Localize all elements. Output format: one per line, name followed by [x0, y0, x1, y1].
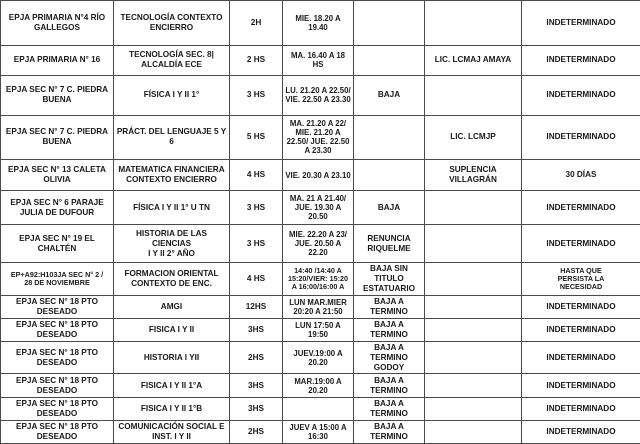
- duration-cell: INDETERMINADO: [522, 46, 640, 75]
- table-row: [1, 115, 640, 159]
- table-row: [1, 374, 640, 397]
- status-cell: [354, 159, 425, 191]
- schedule-cell: [283, 397, 354, 420]
- holder-cell: [425, 191, 522, 225]
- subject-cell: TECNOLOGÍA CONTEXTO ENCIERRO: [114, 1, 230, 46]
- subject-cell: PRÁCT. DEL LENGUAJE 5 Y 6: [114, 115, 230, 159]
- school-cell: EPJA SEC N° 18 PTO DESEADO: [1, 341, 114, 374]
- hours-cell: 5 HS: [230, 115, 283, 159]
- hours-cell: 2HS: [230, 420, 283, 443]
- school-cell: EPJA SEC N° 18 PTO DESEADO: [1, 295, 114, 318]
- hours-cell: 3 HS: [230, 75, 283, 115]
- school-cell: EPJA SEC N° 13 CALETA OLIVIA: [1, 159, 114, 191]
- hours-cell: 3 HS: [230, 191, 283, 225]
- status-cell: BAJA A TERMINO: [354, 420, 425, 443]
- subject-cell: HISTORIA DE LAS CIENCIAS I Y II 2° AÑO: [114, 225, 230, 263]
- holder-cell: [425, 318, 522, 341]
- duration-cell: INDETERMINADO: [522, 1, 640, 46]
- schedule-cell: MIE. 18.20 A 19.40: [283, 1, 354, 46]
- schedule-cell: VIE. 20.30 A 23.10: [283, 159, 354, 191]
- schedule-cell: 14:40 /14:40 A 15:20/VIER: 15:20 A 16:00/16:00 A: [283, 262, 354, 295]
- subject-cell: TECNOLOGÍA SEC. 8| ALCALDÍA ECE: [114, 46, 230, 75]
- status-cell: BAJA: [354, 191, 425, 225]
- hours-cell: 3HS: [230, 318, 283, 341]
- schedule-cell: LU. 21.20 A 22.50/ VIE. 22.50 A 23.30: [283, 75, 354, 115]
- duration-cell: INDETERMINADO: [522, 374, 640, 397]
- subject-cell: COMUNICACIÓN SOCIAL E INST. I Y II: [114, 420, 230, 443]
- subject-cell: MATEMATICA FINANCIERA CONTEXTO ENCIERRO: [114, 159, 230, 191]
- duration-cell: INDETERMINADO: [522, 397, 640, 420]
- holder-cell: [425, 420, 522, 443]
- subject-cell: HISTORIA I YII: [114, 341, 230, 374]
- schedule-cell: MIE. 22.20 A 23/ JUE. 20.50 A 22.20: [283, 225, 354, 263]
- table-row: [1, 420, 640, 443]
- table-row: [1, 341, 640, 374]
- hours-cell: 3 HS: [230, 225, 283, 263]
- schedule-cell: MA. 16.40 A 18 HS: [283, 46, 354, 75]
- status-cell: RENUNCIA RIQUELME: [354, 225, 425, 263]
- duration-cell: INDETERMINADO: [522, 115, 640, 159]
- holder-cell: [425, 262, 522, 295]
- school-cell: EPJA SEC N° 7 C. PIEDRA BUENA: [1, 75, 114, 115]
- holder-cell: [425, 341, 522, 374]
- table-row: [1, 318, 640, 341]
- status-cell: BAJA A TERMINO: [354, 397, 425, 420]
- duration-cell: INDETERMINADO: [522, 295, 640, 318]
- subject-cell: FISICA I Y II: [114, 318, 230, 341]
- school-cell: EPJA SEC N° 6 PARAJE JULIA DE DUFOUR: [1, 191, 114, 225]
- holder-cell: [425, 374, 522, 397]
- holder-cell: SUPLENCIA VILLAGRÁN: [425, 159, 522, 191]
- subject-cell: FORMACION ORIENTAL CONTEXTO DE ENC.: [114, 262, 230, 295]
- holder-cell: [425, 295, 522, 318]
- table-row: [1, 191, 640, 225]
- table-body: [1, 1, 640, 444]
- hours-cell: 2HS: [230, 341, 283, 374]
- schedule-cell: LUN 17:50 A 19:50: [283, 318, 354, 341]
- holder-cell: [425, 225, 522, 263]
- hours-cell: 3HS: [230, 397, 283, 420]
- duration-cell: INDETERMINADO: [522, 75, 640, 115]
- status-cell: BAJA SIN TITULO ESTATUARIO: [354, 262, 425, 295]
- duration-cell: HASTA QUE PERSISTA LA NECESIDAD: [522, 262, 640, 295]
- table-row: [1, 397, 640, 420]
- hours-cell: 3HS: [230, 374, 283, 397]
- subject-cell: FÍSICA I Y II 1° U TN: [114, 191, 230, 225]
- holder-cell: LIC. LCMAJ AMAYA: [425, 46, 522, 75]
- status-cell: [354, 115, 425, 159]
- hours-cell: 12HS: [230, 295, 283, 318]
- subject-cell: AMGI: [114, 295, 230, 318]
- holder-cell: [425, 1, 522, 46]
- school-cell: EPJA SEC N° 18 PTO DESEADO: [1, 318, 114, 341]
- hours-cell: 4 HS: [230, 159, 283, 191]
- status-cell: BAJA A TERMINO GODOY: [354, 341, 425, 374]
- schedule-cell: MA. 21.20 A 22/ MIE. 21.20 A 22.50/ JUE. 22.50 A 23.30: [283, 115, 354, 159]
- duration-cell: INDETERMINADO: [522, 318, 640, 341]
- status-cell: BAJA A TERMINO: [354, 318, 425, 341]
- hours-cell: 2H: [230, 1, 283, 46]
- table-row: [1, 159, 640, 191]
- subject-cell: FISICA I Y II 1°A: [114, 374, 230, 397]
- subject-cell: FISICA I Y II 1°B: [114, 397, 230, 420]
- school-cell: EPJA SEC N° 18 PTO DESEADO: [1, 420, 114, 443]
- school-cell: EPJA PRIMARIA N°4 RÍO GALLEGOS: [1, 1, 114, 46]
- duration-cell: 30 DÍAS: [522, 159, 640, 191]
- hours-cell: 4 HS: [230, 262, 283, 295]
- schedule-cell: LUN MAR.MIER 20:20 A 21:50: [283, 295, 354, 318]
- holder-cell: [425, 75, 522, 115]
- table-row: [1, 1, 640, 46]
- table-row: [1, 75, 640, 115]
- status-cell: [354, 1, 425, 46]
- table-row: [1, 262, 640, 295]
- status-cell: BAJA A TERMINO: [354, 295, 425, 318]
- school-cell: EPJA PRIMARIA N° 16: [1, 46, 114, 75]
- status-cell: BAJA: [354, 75, 425, 115]
- holder-cell: LIC. LCMJP: [425, 115, 522, 159]
- table-row: [1, 225, 640, 263]
- school-cell: EP+A92:H103JA SEC N° 2 / 28 DE NOVIEMBRE: [1, 262, 114, 295]
- schedule-cell: JUEV A 15:00 A 16:30: [283, 420, 354, 443]
- school-cell: EPJA SEC N° 18 PTO DESEADO: [1, 397, 114, 420]
- subject-cell: FÍSICA I Y II 1°: [114, 75, 230, 115]
- school-cell: EPJA SEC N° 7 C. PIEDRA BUENA: [1, 115, 114, 159]
- status-cell: BAJA A TERMINO: [354, 374, 425, 397]
- duration-cell: INDETERMINADO: [522, 191, 640, 225]
- table-row: [1, 46, 640, 75]
- table-row: [1, 295, 640, 318]
- school-cell: EPJA SEC N° 19 EL CHALTÉN: [1, 225, 114, 263]
- duration-cell: INDETERMINADO: [522, 225, 640, 263]
- holder-cell: [425, 397, 522, 420]
- schedule-cell: MAR.19:00 A 20.20: [283, 374, 354, 397]
- hours-cell: 2 HS: [230, 46, 283, 75]
- duration-cell: INDETERMINADO: [522, 420, 640, 443]
- duration-cell: INDETERMINADO: [522, 341, 640, 374]
- schedule-cell: JUEV.19:00 A 20.20: [283, 341, 354, 374]
- schedule-cell: MA. 21 A 21.40/ JUE. 19.30 A 20.50: [283, 191, 354, 225]
- school-cell: EPJA SEC N° 18 PTO DESEADO: [1, 374, 114, 397]
- status-cell: [354, 46, 425, 75]
